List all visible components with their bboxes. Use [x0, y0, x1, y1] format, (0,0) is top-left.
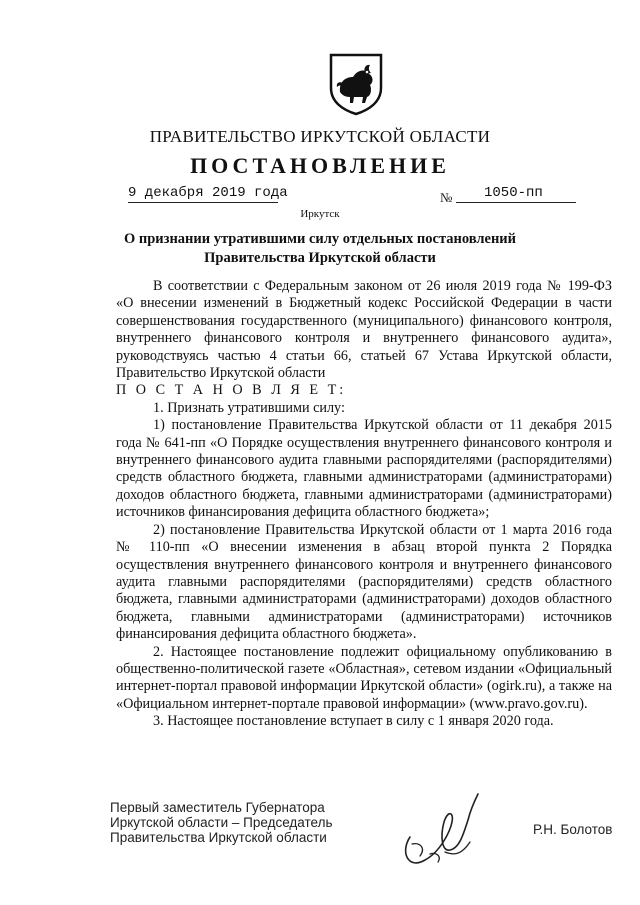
handwritten-signature-icon [390, 782, 490, 882]
number-sign: № [440, 190, 453, 205]
title-line-1: О признании утратившими силу отдельных постановлений [123, 231, 517, 247]
signatory-name: Р.Н. Болотов [533, 822, 613, 837]
city: Иркутск [300, 208, 340, 220]
postanovlyaet-keyword: П О С Т А Н О В Л Я Е Т: [116, 382, 347, 399]
title-line-2: Правительства Иркутской области [204, 250, 436, 266]
document-title [0, 230, 640, 268]
paragraph-1-item-1: 1) постановление Правительства Иркутской области от 11 декабря 2015 года № 641-пп «О Порядке осуществления внутреннего финансового контроля и внутреннего финансового аудита главными распорядителями (распорядителями) средств областного бюджета, главными администраторами (администраторами) доходов областного бюджета, главными администраторами (администраторами) источников финансирования дефицита областного бюджета»; [116, 417, 612, 521]
position-line-1: Первый заместитель Губернатора [110, 800, 325, 815]
position-line-3: Правительства Иркутской области [110, 830, 327, 845]
signatory-position [110, 800, 333, 845]
document-number: 1050-пп [484, 185, 543, 201]
document-body [116, 278, 612, 731]
position-line-2: Иркутской области – Председатель [110, 815, 333, 830]
document-date: 9 декабря 2019 года [128, 185, 288, 201]
preamble-paragraph: В соответствии с Федеральным законом от 26 июля 2019 года № 199-ФЗ «О внесении изменений в Бюджетный кодекс Российской Федерации в части совершенствования государственного (муниципального) финансового контроля, внутреннего финансового контроля и внутреннего финансового аудита», руководствуясь частью 4 статьи 66, статьей 67 Устава Иркутской области, Правительство Иркутской области [116, 278, 612, 382]
document-type: ПОСТАНОВЛЕНИЕ [190, 153, 450, 178]
number-underline [456, 202, 576, 203]
irkutsk-coat-of-arms-icon [327, 52, 385, 116]
date-underline [128, 202, 278, 203]
paragraph-2: 2. Настоящее постановление подлежит официальному опубликованию в общественно-политической газете «Областная», сетевом издании «Официальный интернет-портал правовой информации Иркутской области» (ogirk.ru), а также на «Официальном интернет-портале правовой информации» (www.pravo.gov.ru). [116, 643, 612, 712]
paragraph-3: 3. Настоящее постановление вступает в силу с 1 января 2020 года. [153, 713, 554, 730]
paragraph-1-item-2: 2) постановление Правительства Иркутской области от 1 марта 2016 года № 110-пп «О внесении изменения в абзац второй пункта 2 Порядка осуществления внутреннего финансового контроля и внутреннего финансового аудита главными распорядителями (распорядителями) средств областного бюджета, главными администраторами (администраторами) доходов областного бюджета, главными администраторами (администраторами) источников финансирования дефицита областного бюджета». [116, 521, 612, 643]
government-name: ПРАВИТЕЛЬСТВО ИРКУТСКОЙ ОБЛАСТИ [149, 127, 491, 146]
paragraph-1: 1. Признать утратившими силу: [153, 399, 345, 416]
